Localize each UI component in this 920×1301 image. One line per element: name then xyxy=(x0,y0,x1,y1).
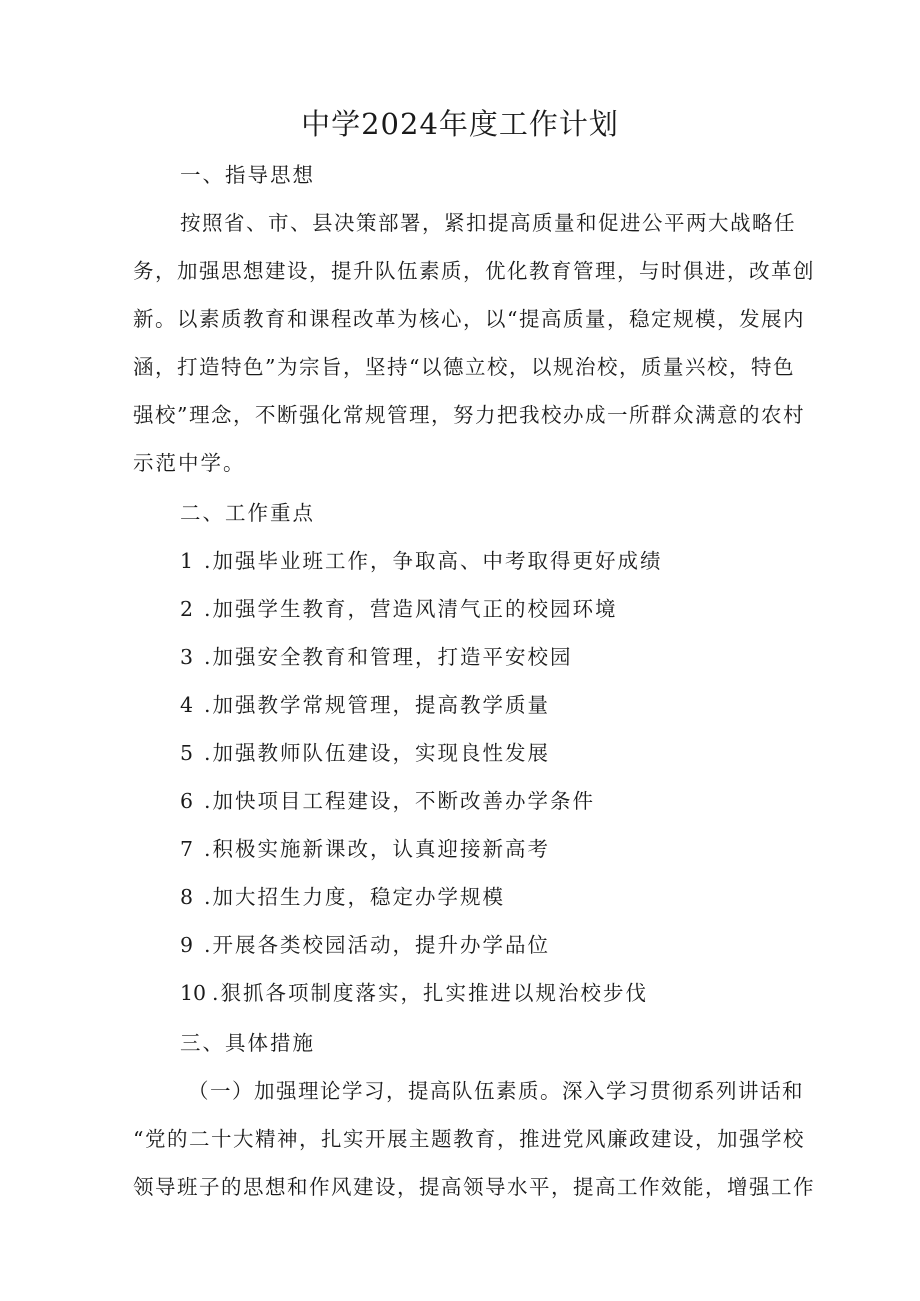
paragraph-line: 领导班子的思想和作风建设，提高领导水平，提高工作效能，增强工作 xyxy=(133,1175,815,1199)
list-item-number: 4 xyxy=(180,693,194,717)
paragraph-line: 涵，打造特色”为宗旨，坚持“以德立校，以规治校，质量兴校，特色 xyxy=(133,355,795,379)
list-item-number: 9 xyxy=(180,933,194,957)
document-title: 中学2024年度工作计划 xyxy=(301,107,619,141)
list-item xyxy=(180,882,505,912)
list-item-text: .加强学生教育，营造风清气正的校园环境 xyxy=(204,597,618,621)
list-item xyxy=(180,738,550,768)
section-heading-guiding-ideology: 一、指导思想 xyxy=(180,163,315,187)
paragraph-line: 务，加强思想建设，提升队伍素质，优化教育管理，与时俱进，改革创 xyxy=(133,259,815,283)
list-item-text: .加强毕业班工作，争取高、中考取得更好成绩 xyxy=(204,549,663,573)
list-item-text: .开展各类校园活动，提升办学品位 xyxy=(204,933,551,957)
section-heading-work-focus: 二、工作重点 xyxy=(180,501,315,525)
list-item-text: .加强教学常规管理，提高教学质量 xyxy=(204,693,551,717)
list-item-number: 8 xyxy=(180,885,194,909)
list-item xyxy=(180,690,550,720)
list-item-number: 1 xyxy=(180,549,194,573)
list-item-text: .加强安全教育和管理，打造平安校园 xyxy=(204,645,573,669)
list-item xyxy=(180,594,618,624)
list-item xyxy=(180,642,573,672)
list-item-text: .加快项目工程建设，不断改善办学条件 xyxy=(204,789,596,813)
paragraph-line: 按照省、市、县决策部署，紧扣提高质量和促进公平两大战略任 xyxy=(180,211,796,235)
list-item-number: 7 xyxy=(180,837,194,861)
paragraph-line: 示范中学。 xyxy=(133,451,246,475)
paragraph-line: “党的二十大精神，扎实开展主题教育，推进党风廉政建设，加强学校 xyxy=(133,1127,805,1151)
list-item-text: .加大招生力度，稳定办学规模 xyxy=(204,885,506,909)
paragraph-line: 新。以素质教育和课程改革为核心，以“提高质量，稳定规模，发展内 xyxy=(133,307,805,331)
list-item-number: 2 xyxy=(180,597,194,621)
paragraph-line: 强校”理念，不断强化常规管理，努力把我校办成一所群众满意的农村 xyxy=(133,403,805,427)
list-item xyxy=(180,834,550,864)
list-item-number: 10 xyxy=(180,981,207,1005)
list-item-text: .狠抓各项制度落实，扎实推进以规治校步伐 xyxy=(212,981,649,1005)
list-item xyxy=(180,978,648,1008)
list-item-number: 6 xyxy=(180,789,194,813)
list-item-number: 3 xyxy=(180,645,194,669)
paragraph-line: （一）加强理论学习，提高队伍素质。深入学习贯彻系列讲话和 xyxy=(188,1079,804,1103)
list-item xyxy=(180,546,663,576)
list-item xyxy=(180,786,595,816)
section-heading-specific-measures: 三、具体措施 xyxy=(180,1031,315,1055)
list-item xyxy=(180,930,550,960)
list-item-text: .积极实施新课改，认真迎接新高考 xyxy=(204,837,551,861)
list-item-text: .加强教师队伍建设，实现良性发展 xyxy=(204,741,551,765)
list-item-number: 5 xyxy=(180,741,194,765)
